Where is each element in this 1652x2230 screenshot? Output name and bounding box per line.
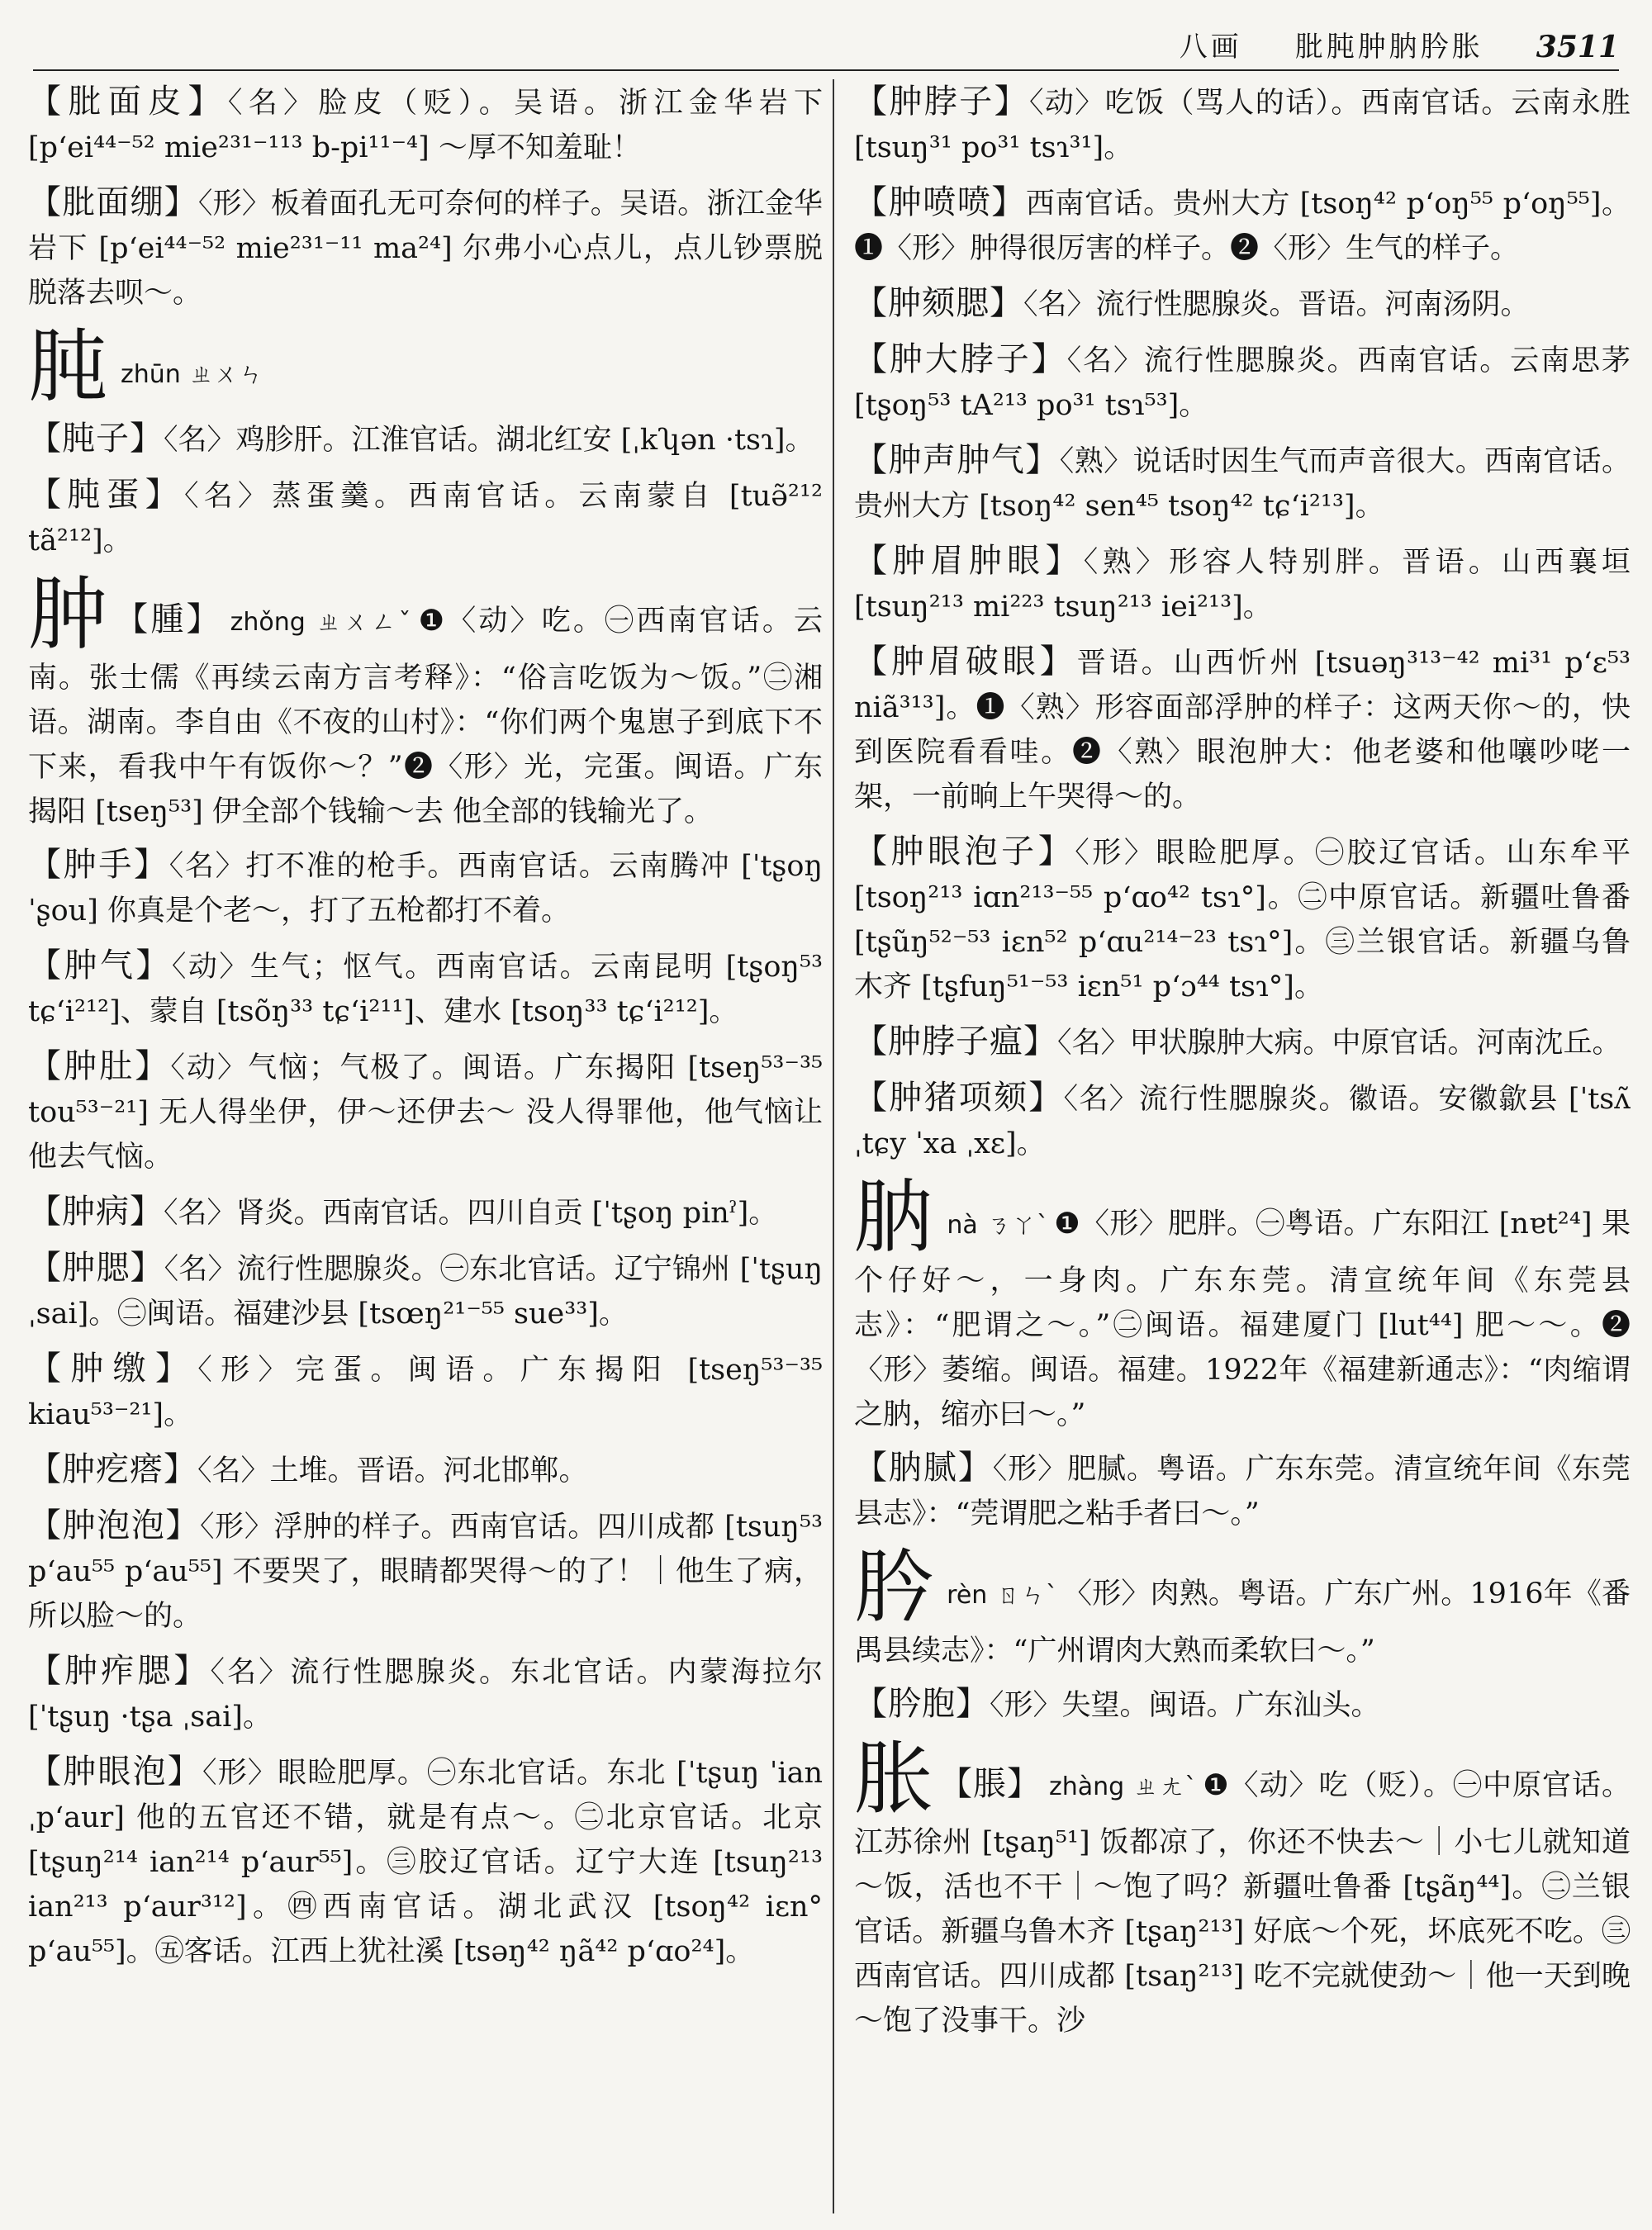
character-entry <box>28 568 823 834</box>
definition-text: ❶〈动〉吃。㊀西南官话。云南。张士儒《再续云南方言考释》：“俗言吃饭为～饭。”㊁湘语。湖南。李自由《不夜的山村》：“你们两个鬼崽子到底下不下来，看我中午有饭你～？”❷〈形〉光，完蛋。闽语。广东揭阳 [tseŋ⁵³] 伊全部个钱输～去 他全部的钱输光了。 <box>28 605 823 828</box>
bopomofo: ㄖㄣˋ <box>995 1581 1059 1610</box>
entry-headword: 【肿眉肿眼】 <box>854 542 1084 580</box>
pinyin: zhǒng <box>230 608 306 637</box>
entry-headword: 【肿眼泡】 <box>28 1753 203 1791</box>
entry-headword: 【肿脖子瘟】 <box>854 1022 1057 1060</box>
entry-headword: 【肶面皮】 <box>28 83 228 121</box>
entry-headword: 【肿肚】 <box>28 1047 171 1085</box>
entry-headword: 【肫子】 <box>28 420 164 458</box>
entry-headword: 【肿气】 <box>28 947 172 985</box>
running-head-section: 八画 <box>1179 31 1242 64</box>
dictionary-entry <box>854 79 1631 170</box>
entry-headword: 【肿手】 <box>28 846 169 884</box>
variant-form: 【脹】 <box>939 1765 1041 1803</box>
page-header <box>33 12 1619 71</box>
definition-text: 〈熟〉形容人特别胖。晋语。山西襄垣 [tsuŋ²¹³ mi²²³ tsuŋ²¹³ iei²¹³]。 <box>854 546 1631 624</box>
definition-text: 〈熟〉说话时因生气而声音很大。西南官话。贵州大方 [tsoŋ⁴² sen⁴⁵ tsoŋ⁴² tɕʻi²¹³]。 <box>854 445 1631 523</box>
bopomofo: ㄓㄨㄥˇ <box>313 608 414 637</box>
dictionary-entry <box>28 943 823 1034</box>
entry-headword: 【肿腮】 <box>28 1249 164 1287</box>
dictionary-entry <box>854 180 1631 271</box>
definition-text: 西南官话。贵州大方 [tsoŋ⁴² pʻoŋ⁵⁵ pʻoŋ⁵⁵]。❶〈形〉肿得很厉害的样子。❷〈形〉生气的样子。 <box>854 187 1631 265</box>
bopomofo: ㄋㄚˋ <box>985 1211 1050 1240</box>
definition-text: 〈名〉肾炎。西南官话。四川自贡 [ˈtʂoŋ pinˀ]。 <box>164 1197 778 1230</box>
entry-headword: 【肭腻】 <box>854 1449 993 1487</box>
definition-text: 〈名〉蒸蛋羹。西南官话。云南蒙自 [tuə̃²¹² tã²¹²]。 <box>28 480 823 558</box>
entry-headword: 【肿病】 <box>28 1193 164 1231</box>
definition-text: ❶〈形〉肥胖。㊀粤语。广东阳江 [nɐt²⁴] 果个仔好～，一身肉。广东东莞。清宣统年间《东莞县志》：“肥谓之～。”㊁闽语。福建厦门 [lut⁴⁴] 肥～～。❷〈形〉萎缩。闽语。福建。1922年《福建新通志》：“肉缩谓之肭，缩亦曰～。” <box>854 1208 1631 1431</box>
page-number: 3511 <box>1536 30 1619 64</box>
definition-text: 〈名〉流行性腮腺炎。晋语。河南汤阴。 <box>1023 288 1530 321</box>
entry-headword: 【肿缴】 <box>28 1350 198 1388</box>
dictionary-entry <box>854 829 1631 1009</box>
definition-text: 〈名〉流行性腮腺炎。东北官话。内蒙海拉尔 [ˈtʂuŋ ·tʂa ˌsai]。 <box>28 1656 823 1734</box>
dictionary-entry <box>854 1445 1631 1536</box>
entry-headword: 【肿泡泡】 <box>28 1506 201 1544</box>
dictionary-entry <box>28 1749 823 1974</box>
dictionary-entry <box>854 281 1631 327</box>
bopomofo: ㄓㄨㄣ <box>188 360 263 389</box>
pinyin: nà <box>947 1211 978 1240</box>
right-column <box>854 79 1631 2213</box>
dictionary-entry <box>28 472 823 563</box>
dictionary-entry <box>28 180 823 316</box>
dictionary-entry <box>28 1346 823 1437</box>
entry-headword: 【肫蛋】 <box>28 476 185 514</box>
left-column <box>28 79 823 2213</box>
headword-character: 肫 <box>28 320 107 413</box>
character-entry <box>854 1541 1631 1673</box>
dictionary-entry <box>854 1019 1631 1065</box>
definition-text: 〈名〉甲状腺肿大病。中原官话。河南沈丘。 <box>1057 1027 1621 1060</box>
entry-headword: 【肿大脖子】 <box>854 340 1067 378</box>
entry-headword: 【肿痄腮】 <box>28 1652 211 1690</box>
pinyin: zhūn <box>121 360 181 389</box>
dictionary-entry <box>854 1682 1631 1728</box>
dictionary-entry <box>854 337 1631 428</box>
running-head-chars: 肶肫肿肭肣胀 <box>1294 31 1483 64</box>
dictionary-entry <box>28 79 823 170</box>
entry-headword: 【肿眉破眼】 <box>854 643 1077 681</box>
definition-text: 〈动〉气恼；气极了。闽语。广东揭阳 [tseŋ⁵³⁻³⁵ tou⁵³⁻²¹] 无人得坐伊，伊～还伊去～ 没人得罪他，他气恼让他去气恼。 <box>28 1051 823 1174</box>
entry-headword: 【肿眼泡子】 <box>854 833 1075 871</box>
pinyin: zhàng <box>1049 1772 1125 1801</box>
definition-text: 〈形〉完蛋。闽语。广东揭阳 [tseŋ⁵³⁻³⁵ kiau⁵³⁻²¹]。 <box>28 1354 823 1431</box>
dictionary-entry <box>28 1245 823 1336</box>
pinyin: rèn <box>947 1581 988 1610</box>
definition-text: 〈名〉脸皮（贬）。吴语。浙江金华岩下 [pʻei⁴⁴⁻⁵² mie²³¹⁻¹¹³ b-pi¹¹⁻⁴] ～厚不知羞耻！ <box>28 87 823 164</box>
definition-text: 〈形〉失望。闽语。广东汕头。 <box>990 1689 1380 1722</box>
character-entry <box>28 320 823 413</box>
dictionary-entry <box>28 416 823 463</box>
definition-text: 〈动〉生气；怄气。西南官话。云南昆明 [tʂoŋ⁵³ tɕʻi²¹²]、蒙自 [tsõŋ³³ tɕʻi²¹¹]、建水 [tsoŋ³³ tɕʻi²¹²]。 <box>28 951 823 1028</box>
definition-text: 〈动〉吃饭（骂人的话）。西南官话。云南永胜 [tsuŋ³¹ po³¹ tsɿ³¹]。 <box>854 87 1631 164</box>
definition-text: 〈形〉眼睑肥厚。㊀胶辽官话。山东牟平 [tsoŋ²¹³ iɑn²¹³⁻⁵⁵ pʻɑo⁴² tsɿ°]。㊁中原官话。新疆吐鲁番 [tʂũŋ⁵²⁻⁵³ iɛn⁵² pʻɑu²¹⁴⁻²³ tsɿ°]。㊂兰银官话。新疆乌鲁木齐 [tʂfuŋ⁵¹⁻⁵³ iɛn⁵¹ pʻɔ⁴⁴ tsɿ°]。 <box>854 837 1631 1004</box>
definition-text: 〈名〉打不准的枪手。西南官话。云南腾冲 [ˈtʂoŋ ˈʂou] 你真是个老～，打了五枪都打不着。 <box>28 850 823 928</box>
definition-text: 〈名〉土堆。晋语。河北邯郸。 <box>197 1454 588 1487</box>
bopomofo: ㄓㄤˋ <box>1132 1772 1199 1801</box>
dictionary-entry <box>28 1447 823 1493</box>
definition-text: 〈形〉眼睑肥厚。㊀东北官话。东北 [ˈtʂuŋ ˈian ˌpʻaur] 他的五官还不错，就是有点～。㊁北京官话。北京 [tʂuŋ²¹⁴ ian²¹⁴ pʻaur⁵⁵]。㊂胶辽官话。辽宁大连 [tsuŋ²¹³ ian²¹³ pʻaur³¹²]。㊃西南官话。湖北武汉 [tsoŋ⁴² iɛn° pʻau⁵⁵]。㊄客话。江西上犹社溪 [tsəŋ⁴² ŋã⁴² pʻɑo²⁴]。 <box>28 1757 823 1968</box>
entry-headword: 【肿脖子】 <box>854 83 1029 121</box>
character-entry <box>854 1171 1631 1437</box>
entry-headword: 【肿喷喷】 <box>854 183 1026 221</box>
entry-headword: 【肿颏腮】 <box>854 284 1023 322</box>
headword-character: 肣 <box>854 1541 934 1634</box>
variant-form: 【腫】 <box>115 600 222 638</box>
headword-character: 肿 <box>28 568 111 661</box>
entry-headword: 【肿声肿气】 <box>854 441 1060 479</box>
character-entry <box>854 1733 1631 2043</box>
headword-character: 肭 <box>854 1171 934 1264</box>
definition-text: 〈形〉板着面孔无可奈何的样子。吴语。浙江金华岩下 [pʻei⁴⁴⁻⁵² mie²³¹⁻¹¹ ma²⁴] 尔弗小心点儿，点儿钞票脱脱落去呗～。 <box>28 187 823 310</box>
entry-headword: 【肿猪项颏】 <box>854 1079 1064 1117</box>
dictionary-entry <box>28 1189 823 1236</box>
definition-text: 〈名〉鸡胗肝。江淮官话。湖北红安 [ˌkʮən ·tsɿ]。 <box>164 424 814 457</box>
definition-text: 〈名〉流行性腮腺炎。徽语。安徽歙县 [ˈtsʌ̃ ˌtɕy ˈxa ˌxɛ]。 <box>854 1083 1631 1160</box>
definition-text: 晋语。山西忻州 [tsuəŋ³¹³⁻⁴² mi³¹ pʻɛ⁵³ niã³¹³]。❶〈熟〉形容面部浮肿的样子：这两天你～的，快到医院看看哇。❷〈熟〉眼泡肿大：他老婆和他嚷吵咾一架，一前晌上午哭得～的。 <box>854 647 1631 814</box>
definition-text: 〈形〉肥腻。粤语。广东东莞。清宣统年间《东莞县志》：“莞谓肥之粘手者曰～。” <box>854 1453 1631 1530</box>
entry-headword: 【肿疙瘩】 <box>28 1450 197 1488</box>
dictionary-entry <box>28 1044 823 1179</box>
dictionary-entry <box>854 639 1631 819</box>
entry-headword: 【肶面绷】 <box>28 183 198 221</box>
definition-text: ❶〈动〉吃（贬）。㊀中原官话。江苏徐州 [tʂaŋ⁵¹] 饭都凉了，你还不快去～｜小七儿就知道～饭，活也不干｜～饱了吗？新疆吐鲁番 [tʂãŋ⁴⁴]。㊁兰银官话。新疆乌鲁木齐 [tʂaŋ²¹³] 好底～个死，坏底死不吃。㊂西南官话。四川成都 [tsaŋ²¹³] 吃不完就使劲～｜他一天到晚～饱了没事干。沙 <box>854 1769 1631 2038</box>
headword-character: 胀 <box>854 1733 934 1825</box>
dictionary-entry <box>28 1649 823 1739</box>
definition-text: 〈形〉肉熟。粤语。广东广州。1916年《番禺县续志》：“广州谓肉大熟而柔软曰～。” <box>854 1578 1631 1668</box>
dictionary-entry <box>854 438 1631 529</box>
column-divider <box>833 79 834 2213</box>
definition-text: 〈名〉流行性腮腺炎。㊀东北官话。辽宁锦州 [ˈtʂuŋ ˌsai]。㊁闽语。福建沙县 [tsœŋ²¹⁻⁵⁵ sue³³]。 <box>28 1253 823 1331</box>
dictionary-entry <box>28 842 823 933</box>
dictionary-entry <box>28 1503 823 1639</box>
dictionary-entry <box>854 1075 1631 1166</box>
entry-headword: 【肣胞】 <box>854 1685 990 1723</box>
definition-text: 〈名〉流行性腮腺炎。西南官话。云南思茅 [tʂoŋ⁵³ tA²¹³ po³¹ tsɿ⁵³]。 <box>854 344 1631 422</box>
definition-text: 〈形〉浮肿的样子。西南官话。四川成都 [tsuŋ⁵³ pʻau⁵⁵ pʻau⁵⁵] 不要哭了，眼睛都哭得～的了！｜他生了病，所以脸～的。 <box>28 1511 823 1633</box>
dictionary-entry <box>854 539 1631 629</box>
